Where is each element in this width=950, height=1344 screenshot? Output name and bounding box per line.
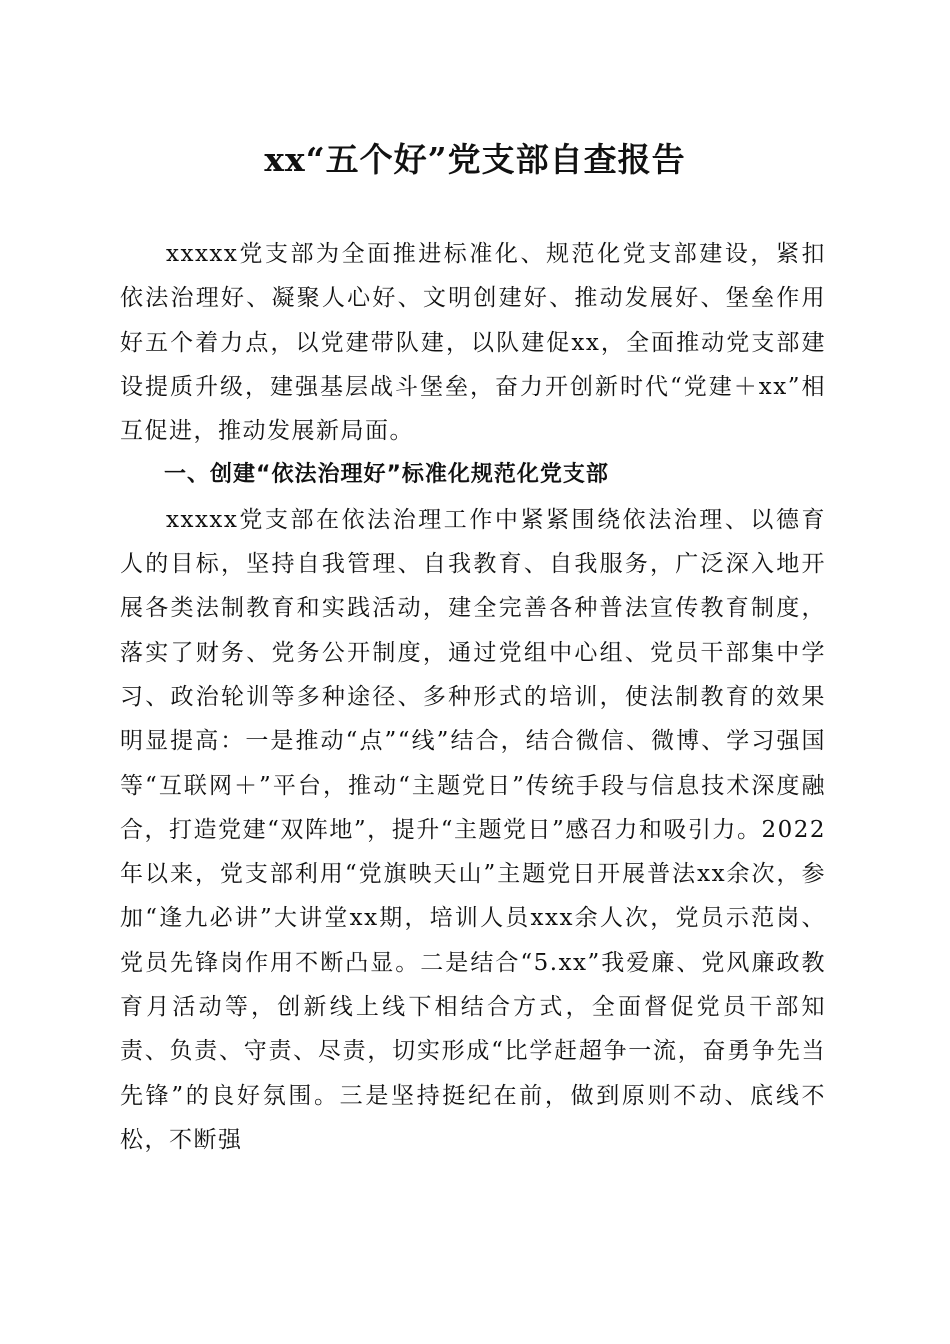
document-title: xx“五个好”党支部自查报告 xyxy=(264,140,686,179)
intro-paragraph: xxxxx党支部为全面推进标准化、规范化党支部建设，紧扣依法治理好、凝聚人心好、文明创建好、推动发展好、堡垒作用好五个着力点，以党建带队建，以队建促xx，全面推动党支部建设提质升级，建强基层战斗堡垒，奋力开创新时代“党建＋xx”相互促进，推动发展新局面。 xyxy=(120,241,826,445)
section-paragraph: xxxxx党支部在依法治理工作中紧紧围绕依法治理、以德育人的目标，坚持自我管理、自我教育、自我服务，广泛深入地开展各类法制教育和实践活动，建全完善各种普法宣传教育制度，落实了财务、党务公开制度，通过党组中心组、党员干部集中学习、政治轮训等多种途径、多种形式的培训，使法制教育的效果明显提高：一是推动“点”“线”结合，结合微信、微博、学习强国等“互联网＋”平台，推动“主题党日”传统手段与信息技术深度融合，打造党建“双阵地”，提升“主题党日”感召力和吸引力。2022年以来，党支部利用“党旗映天山”主题党日开展普法xx余次，参加“逢九必讲”大讲堂xx期，培训人员xxx余人次，党员示范岗、党员先锋岗作用不断凸显。二是结合“5.xx”我爱廉、党风廉政教育月活动等，创新线上线下相结合方式，全面督促党员干部知责、负责、守责、尽责，切实形成“比学赶超争一流，奋勇争先当先锋”的良好氛围。三是坚持挺纪在前，做到原则不动、底线不松，不断强 xyxy=(120,506,826,1153)
document-body xyxy=(120,232,826,1162)
section-heading: 一、创建“依法治理好”标准化规范化党支部 xyxy=(164,462,609,488)
